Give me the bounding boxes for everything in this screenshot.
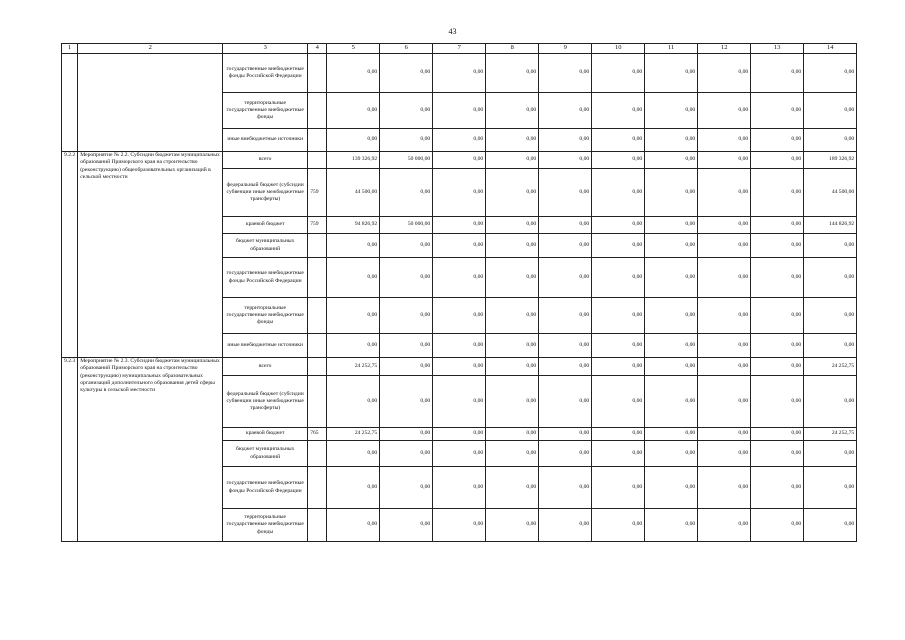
- value-cell: 0,00: [698, 467, 751, 509]
- value-cell: 0,00: [804, 467, 857, 509]
- value-cell: 0,00: [592, 217, 645, 234]
- measure-name: Мероприятие № 2.2. Субсидии бюджетам муниципальных образований Приморского края на строительство (реконструкцию) общеобразовательных организаций в сельской местности: [78, 152, 223, 358]
- budget-code: [308, 258, 327, 298]
- value-cell: 0,00: [433, 152, 486, 169]
- value-cell: 0,00: [698, 509, 751, 542]
- column-header: 11: [645, 44, 698, 54]
- value-cell: 0,00: [645, 258, 698, 298]
- value-cell: 50 000,00: [380, 217, 433, 234]
- value-cell: 24 252,75: [327, 358, 380, 376]
- value-cell: 0,00: [327, 509, 380, 542]
- budget-code: [308, 467, 327, 509]
- value-cell: 0,00: [327, 298, 380, 334]
- value-cell: 0,00: [486, 217, 539, 234]
- value-cell: 0,00: [698, 152, 751, 169]
- value-cell: 0,00: [698, 234, 751, 258]
- value-cell: 0,00: [645, 509, 698, 542]
- value-cell: 0,00: [433, 358, 486, 376]
- funding-source: государственные внебюджетные фонды Российской Федерации: [223, 54, 308, 93]
- funding-source: государственные внебюджетные фонды Российской Федерации: [223, 258, 308, 298]
- value-cell: 0,00: [433, 428, 486, 441]
- value-cell: 0,00: [592, 93, 645, 129]
- value-cell: 0,00: [539, 217, 592, 234]
- measure-id: 9.2.2: [62, 152, 78, 358]
- value-cell: 0,00: [592, 509, 645, 542]
- value-cell: 0,00: [539, 93, 592, 129]
- value-cell: 0,00: [486, 298, 539, 334]
- funding-source: иные внебюджетные источники: [223, 129, 308, 152]
- value-cell: 0,00: [380, 54, 433, 93]
- value-cell: 0,00: [751, 129, 804, 152]
- value-cell: 0,00: [645, 467, 698, 509]
- value-cell: 0,00: [804, 441, 857, 467]
- value-cell: 0,00: [539, 467, 592, 509]
- value-cell: 0,00: [539, 334, 592, 358]
- funding-source: территориальные государственные внебюджетные фонды: [223, 298, 308, 334]
- value-cell: 0,00: [804, 54, 857, 93]
- value-cell: 0,00: [486, 152, 539, 169]
- value-cell: 0,00: [380, 93, 433, 129]
- value-cell: 0,00: [751, 54, 804, 93]
- budget-code: [308, 298, 327, 334]
- column-header: 5: [327, 44, 380, 54]
- value-cell: 0,00: [486, 441, 539, 467]
- value-cell: 0,00: [592, 298, 645, 334]
- value-cell: 0,00: [592, 334, 645, 358]
- budget-code: [308, 129, 327, 152]
- value-cell: 0,00: [486, 258, 539, 298]
- value-cell: 0,00: [645, 441, 698, 467]
- value-cell: 0,00: [698, 54, 751, 93]
- value-cell: 0,00: [539, 509, 592, 542]
- value-cell: 0,00: [698, 169, 751, 217]
- value-cell: 0,00: [486, 467, 539, 509]
- value-cell: 0,00: [539, 169, 592, 217]
- value-cell: 0,00: [380, 169, 433, 217]
- value-cell: 0,00: [698, 441, 751, 467]
- measure-name: Мероприятие № 2.3. Субсидии бюджетам муниципальных образований Приморского края на строительство (реконструкцию) муниципальных образовательных организаций дополнительного образования детей сферы культуры в сельской местности: [78, 358, 223, 542]
- value-cell: 0,00: [751, 258, 804, 298]
- value-cell: 0,00: [486, 358, 539, 376]
- value-cell: 0,00: [486, 129, 539, 152]
- value-cell: 0,00: [698, 298, 751, 334]
- value-cell: 144 826,92: [804, 217, 857, 234]
- measure-id: 9.2.3: [62, 358, 78, 542]
- value-cell: 24 252,75: [804, 428, 857, 441]
- value-cell: 0,00: [592, 258, 645, 298]
- value-cell: 0,00: [751, 441, 804, 467]
- column-header: 1: [62, 44, 78, 54]
- value-cell: 0,00: [592, 467, 645, 509]
- value-cell: 0,00: [380, 509, 433, 542]
- value-cell: 0,00: [698, 428, 751, 441]
- table-body: [62, 44, 857, 542]
- funding-source: иные внебюджетные источники: [223, 334, 308, 358]
- value-cell: 24 252,75: [327, 428, 380, 441]
- value-cell: 0,00: [327, 441, 380, 467]
- value-cell: 0,00: [486, 93, 539, 129]
- value-cell: 0,00: [433, 93, 486, 129]
- budget-code: [308, 152, 327, 169]
- value-cell: 0,00: [486, 509, 539, 542]
- budget-code: 759: [308, 169, 327, 217]
- value-cell: 0,00: [486, 169, 539, 217]
- value-cell: 0,00: [592, 358, 645, 376]
- value-cell: 0,00: [327, 93, 380, 129]
- header-row: [62, 44, 857, 54]
- value-cell: 0,00: [592, 169, 645, 217]
- value-cell: 0,00: [698, 358, 751, 376]
- value-cell: 0,00: [327, 467, 380, 509]
- funding-source: федеральный бюджет (субсидии субвенции иные межбюджетные трансферты): [223, 376, 308, 428]
- value-cell: 0,00: [804, 129, 857, 152]
- value-cell: 0,00: [645, 169, 698, 217]
- value-cell: 0,00: [804, 258, 857, 298]
- column-header: 3: [223, 44, 308, 54]
- value-cell: 0,00: [645, 234, 698, 258]
- funding-source: всего: [223, 358, 308, 376]
- budget-code: 765: [308, 428, 327, 441]
- value-cell: 0,00: [804, 234, 857, 258]
- budget-code: 759: [308, 217, 327, 234]
- value-cell: 0,00: [804, 298, 857, 334]
- value-cell: 0,00: [751, 358, 804, 376]
- value-cell: 0,00: [698, 217, 751, 234]
- table-row: [62, 358, 857, 376]
- value-cell: 0,00: [433, 334, 486, 358]
- budget-table: [61, 43, 857, 542]
- value-cell: 0,00: [486, 334, 539, 358]
- budget-code: [308, 358, 327, 376]
- value-cell: 0,00: [486, 54, 539, 93]
- value-cell: 0,00: [645, 54, 698, 93]
- column-header: 10: [592, 44, 645, 54]
- column-header: 14: [804, 44, 857, 54]
- value-cell: 0,00: [380, 467, 433, 509]
- funding-source: бюджет муниципальных образований: [223, 441, 308, 467]
- value-cell: 0,00: [751, 152, 804, 169]
- value-cell: 0,00: [433, 129, 486, 152]
- value-cell: 0,00: [380, 358, 433, 376]
- funding-source: федеральный бюджет (субсидии субвенции иные межбюджетные трансферты): [223, 169, 308, 217]
- value-cell: 0,00: [751, 467, 804, 509]
- value-cell: 0,00: [433, 169, 486, 217]
- value-cell: 0,00: [751, 234, 804, 258]
- value-cell: 0,00: [539, 258, 592, 298]
- value-cell: 0,00: [592, 152, 645, 169]
- value-cell: 0,00: [645, 298, 698, 334]
- value-cell: 0,00: [645, 217, 698, 234]
- column-header: 8: [486, 44, 539, 54]
- value-cell: 0,00: [751, 298, 804, 334]
- column-header: 13: [751, 44, 804, 54]
- funding-source: территориальные государственные внебюджетные фонды: [223, 93, 308, 129]
- budget-code: [308, 234, 327, 258]
- value-cell: 0,00: [486, 234, 539, 258]
- table-row: [62, 54, 857, 93]
- value-cell: 0,00: [433, 441, 486, 467]
- value-cell: 0,00: [486, 376, 539, 428]
- value-cell: 0,00: [327, 234, 380, 258]
- budget-code: [308, 334, 327, 358]
- value-cell: 0,00: [645, 358, 698, 376]
- value-cell: 94 826,92: [327, 217, 380, 234]
- value-cell: 0,00: [539, 376, 592, 428]
- value-cell: 0,00: [645, 93, 698, 129]
- budget-code: [308, 376, 327, 428]
- value-cell: 0,00: [645, 376, 698, 428]
- value-cell: 0,00: [645, 334, 698, 358]
- funding-source: территориальные государственные внебюджетные фонды: [223, 509, 308, 542]
- value-cell: 0,00: [645, 152, 698, 169]
- value-cell: 0,00: [804, 334, 857, 358]
- funding-source: государственные внебюджетные фонды Российской Федерации: [223, 467, 308, 509]
- value-cell: 0,00: [645, 129, 698, 152]
- value-cell: 0,00: [433, 54, 486, 93]
- column-header: 12: [698, 44, 751, 54]
- measure-name: [78, 54, 223, 152]
- value-cell: 0,00: [592, 376, 645, 428]
- table-row: [62, 152, 857, 169]
- value-cell: 0,00: [327, 376, 380, 428]
- funding-source: всего: [223, 152, 308, 169]
- value-cell: 0,00: [433, 258, 486, 298]
- value-cell: 139 326,92: [327, 152, 380, 169]
- value-cell: 0,00: [380, 298, 433, 334]
- value-cell: 0,00: [539, 358, 592, 376]
- column-header: 7: [433, 44, 486, 54]
- value-cell: 0,00: [592, 441, 645, 467]
- value-cell: 0,00: [539, 129, 592, 152]
- budget-code: [308, 54, 327, 93]
- value-cell: 0,00: [539, 234, 592, 258]
- value-cell: 0,00: [539, 54, 592, 93]
- page-number: 43: [448, 27, 457, 36]
- value-cell: 0,00: [804, 376, 857, 428]
- value-cell: 0,00: [751, 93, 804, 129]
- column-header: 2: [78, 44, 223, 54]
- value-cell: 0,00: [804, 93, 857, 129]
- value-cell: 0,00: [592, 129, 645, 152]
- value-cell: 0,00: [327, 258, 380, 298]
- value-cell: 0,00: [539, 441, 592, 467]
- value-cell: 0,00: [380, 129, 433, 152]
- value-cell: 0,00: [433, 298, 486, 334]
- value-cell: 0,00: [380, 441, 433, 467]
- value-cell: 0,00: [698, 258, 751, 298]
- value-cell: 0,00: [380, 376, 433, 428]
- value-cell: 0,00: [592, 54, 645, 93]
- value-cell: 44 500,00: [327, 169, 380, 217]
- value-cell: 44 500,00: [804, 169, 857, 217]
- value-cell: 189 326,92: [804, 152, 857, 169]
- value-cell: 0,00: [380, 428, 433, 441]
- value-cell: 0,00: [592, 234, 645, 258]
- value-cell: 0,00: [327, 129, 380, 152]
- value-cell: 0,00: [486, 428, 539, 441]
- value-cell: 0,00: [539, 428, 592, 441]
- measure-id: [62, 54, 78, 152]
- value-cell: 0,00: [433, 509, 486, 542]
- value-cell: 0,00: [433, 234, 486, 258]
- budget-code: [308, 509, 327, 542]
- value-cell: 0,00: [433, 376, 486, 428]
- value-cell: 0,00: [751, 169, 804, 217]
- value-cell: 0,00: [751, 334, 804, 358]
- budget-code: [308, 441, 327, 467]
- value-cell: 0,00: [751, 509, 804, 542]
- value-cell: 0,00: [433, 467, 486, 509]
- funding-source: бюджет муниципальных образований: [223, 234, 308, 258]
- value-cell: 0,00: [751, 217, 804, 234]
- value-cell: 0,00: [380, 258, 433, 298]
- value-cell: 0,00: [539, 152, 592, 169]
- value-cell: 0,00: [698, 334, 751, 358]
- value-cell: 0,00: [751, 376, 804, 428]
- value-cell: 0,00: [698, 129, 751, 152]
- value-cell: 0,00: [433, 217, 486, 234]
- value-cell: 0,00: [804, 509, 857, 542]
- value-cell: 0,00: [698, 93, 751, 129]
- value-cell: 50 000,00: [380, 152, 433, 169]
- value-cell: 0,00: [327, 54, 380, 93]
- value-cell: 0,00: [698, 376, 751, 428]
- value-cell: 0,00: [380, 234, 433, 258]
- column-header: 6: [380, 44, 433, 54]
- value-cell: 0,00: [327, 334, 380, 358]
- column-header: 4: [308, 44, 327, 54]
- value-cell: 24 252,75: [804, 358, 857, 376]
- budget-code: [308, 93, 327, 129]
- value-cell: 0,00: [380, 334, 433, 358]
- value-cell: 0,00: [539, 298, 592, 334]
- funding-source: краевой бюджет: [223, 217, 308, 234]
- column-header: 9: [539, 44, 592, 54]
- value-cell: 0,00: [592, 428, 645, 441]
- value-cell: 0,00: [645, 428, 698, 441]
- value-cell: 0,00: [751, 428, 804, 441]
- funding-source: краевой бюджет: [223, 428, 308, 441]
